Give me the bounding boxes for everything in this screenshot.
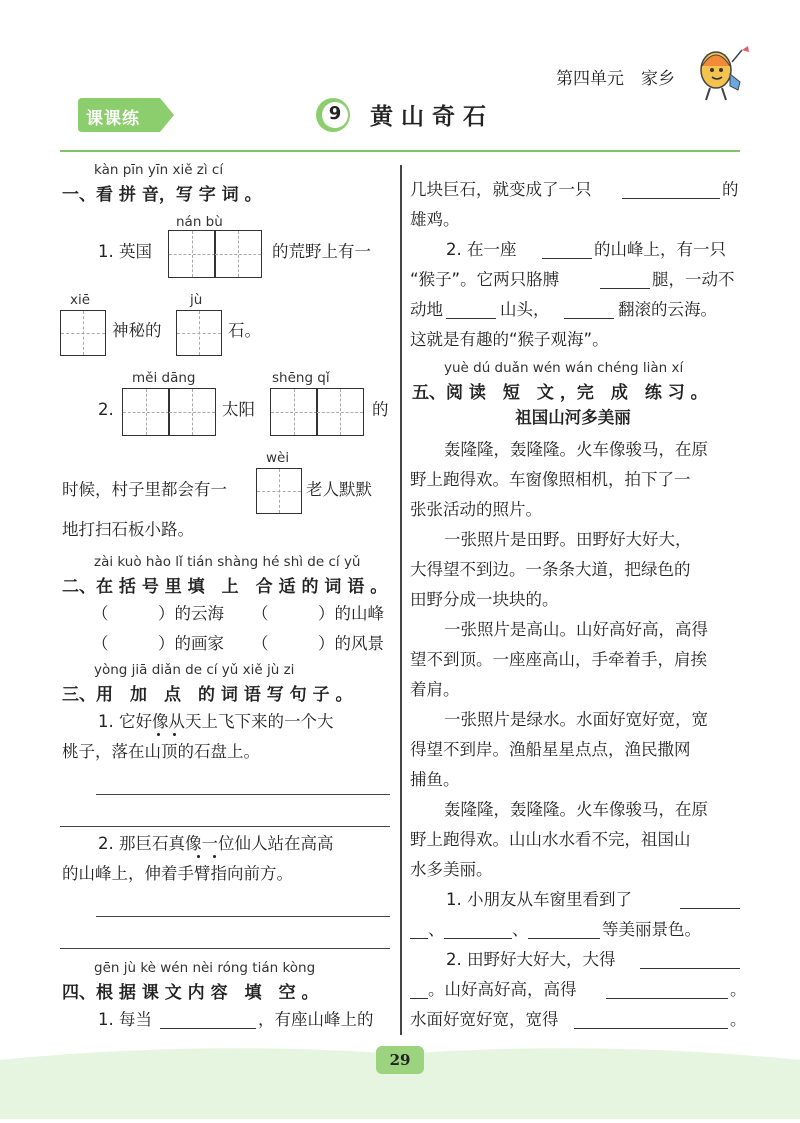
blank-row2a[interactable]: （ ）的画家	[92, 634, 224, 653]
passage-line: 得望不到岸。渔船星星点点，渔民撒网	[410, 740, 691, 759]
emphasis-dot	[157, 733, 160, 736]
s5-q2-a: 2. 田野好大好大，大得	[446, 950, 616, 969]
lesson-number-badge	[314, 96, 352, 134]
q1-pinyin-a: nán bù	[176, 214, 223, 230]
passage-line: 一张照片是高山。山好高好高，高得	[444, 620, 708, 639]
q2-pinyin-a: měi dāng	[132, 370, 196, 386]
answer-line[interactable]	[60, 948, 390, 949]
mascot-icon	[692, 44, 756, 104]
q1-prefix: 1. 英国	[98, 242, 152, 261]
answer-line[interactable]	[96, 916, 390, 917]
emphasis-dot	[173, 733, 176, 736]
q2-write-box-3[interactable]	[270, 388, 318, 436]
q1-write-box-2[interactable]	[214, 230, 262, 278]
q1-write-box-4[interactable]	[176, 310, 222, 356]
section3-heading: 三、用 加 点 的 词 语 写 句 子 。	[62, 685, 353, 705]
passage-line: 大得望不到边。一条条大道，把绿色的	[410, 560, 691, 579]
fill-blank[interactable]	[564, 318, 614, 319]
exercise-tag-label: 课课练	[86, 109, 140, 129]
answer-line[interactable]	[60, 826, 390, 827]
q1-pinyin-c: jù	[190, 292, 203, 308]
q2-number: 2.	[98, 400, 114, 419]
section2-pinyin: zài kuò hào lǐ tián shàng hé shì de cí yǔ	[94, 554, 361, 570]
fill-blank[interactable]	[680, 908, 740, 909]
q2-write-box-2[interactable]	[168, 388, 216, 436]
q2-write-box-1[interactable]	[122, 388, 170, 436]
q2-pinyin-b: shēng qǐ	[272, 370, 330, 386]
s5-q1-a: 1. 小朋友从车窗里看到了	[446, 890, 632, 909]
fill-blank[interactable]	[410, 938, 428, 939]
s4-q1-b: ，有座山峰上的	[258, 1010, 374, 1029]
s3-q1-line1: 1. 它好像从天上飞下来的一个大	[98, 712, 334, 731]
s5-q1-sep1: 、	[428, 920, 445, 939]
passage-line: 着肩。	[410, 680, 460, 699]
q1-write-box-3[interactable]	[60, 310, 106, 356]
answer-line[interactable]	[96, 794, 390, 795]
fill-blank[interactable]	[446, 318, 496, 319]
s4-q1-a: 1. 每当	[98, 1010, 152, 1029]
s3-q2-line1: 2. 那巨石真像一位仙人站在高高	[98, 834, 334, 853]
s5-q1-d: 等美丽景色。	[602, 920, 701, 939]
blank-row2b[interactable]: （ ）的风景	[252, 634, 384, 653]
passage-line: 田野分成一块块的。	[410, 590, 559, 609]
passage-line: 一张照片是田野。田野好大好大，	[444, 530, 692, 549]
unit-label: 第四单元 家乡	[556, 69, 675, 89]
s4-q2-e: 动地	[410, 300, 443, 319]
q2-write-box-5[interactable]	[256, 468, 302, 514]
s3-q1-line2: 桃子，落在山顶的石盘上。	[62, 742, 260, 761]
header-divider	[60, 150, 740, 152]
s4-q2-f: 山头，	[500, 300, 550, 319]
q2-middle: 太阳	[222, 400, 255, 419]
fill-blank[interactable]	[640, 968, 740, 969]
fill-blank[interactable]	[606, 998, 728, 999]
s3-q2-line2: 的山峰上，伸着手臂指向前方。	[62, 864, 293, 883]
fill-blank[interactable]	[542, 258, 592, 259]
q2-line2-end: 老人默默	[306, 480, 372, 499]
passage-line: 水多美丽。	[410, 860, 493, 879]
q1-middle2: 神秘的	[112, 321, 162, 340]
s4-q1-d: 的	[722, 180, 739, 199]
passage-line: 张张活动的照片。	[410, 500, 542, 519]
q1-middle: 的荒野上有一	[272, 242, 371, 261]
q1-pinyin-b: xiē	[70, 292, 91, 308]
passage-line: 野上跑得欢。车窗像照相机，拍下了一	[410, 470, 691, 489]
s4-q2-h: 这就是有趣的“猴子观海”。	[410, 330, 609, 349]
s4-q2-g: 翻滚的云海。	[618, 300, 717, 319]
passage-line: 轰隆隆，轰隆隆。火车像骏马，在原	[444, 800, 708, 819]
section1-pinyin: kàn pīn yīn xiě zì cí	[94, 162, 224, 178]
passage-line: 一张照片是绿水。水面好宽好宽，宽	[444, 710, 708, 729]
s4-q2-a: 2. 在一座	[446, 240, 517, 259]
lesson-title: 黄山奇石	[370, 103, 494, 130]
fill-blank[interactable]	[410, 998, 428, 999]
passage-line: 捕鱼。	[410, 770, 460, 789]
passage-title: 祖国山河多美丽	[515, 408, 631, 427]
blank-row1a[interactable]: （ ）的云海	[92, 604, 224, 623]
passage-line: 轰隆隆，轰隆隆。火车像骏马，在原	[444, 440, 708, 459]
section4-heading: 四、根 据 课 文 内 容 填 空 。	[62, 983, 319, 1003]
fill-blank[interactable]	[528, 938, 600, 939]
passage-line: 望不到顶。一座座高山，手牵着手，肩挨	[410, 650, 707, 669]
s5-q1-sep2: 、	[512, 920, 529, 939]
fill-blank[interactable]	[160, 1028, 256, 1029]
q1-write-box-1[interactable]	[168, 230, 216, 278]
fill-blank[interactable]	[444, 938, 512, 939]
q2-pinyin-c: wèi	[266, 450, 290, 466]
s4-q2-c: “猴子”。它两只胳膊	[410, 270, 560, 289]
fill-blank[interactable]	[622, 198, 720, 199]
section2-heading: 二、在 括 号 里 填 上 合 适 的 词 语 。	[62, 577, 388, 597]
blank-row1b[interactable]: （ ）的山峰	[252, 604, 384, 623]
column-divider	[400, 165, 402, 1035]
s5-q2-e: 。	[730, 1010, 747, 1029]
q2-end: 的	[372, 400, 389, 419]
emphasis-dot	[197, 855, 200, 858]
section5-pinyin: yuè dú duǎn wén wán chéng liàn xí	[444, 360, 684, 376]
q1-end: 石。	[228, 321, 261, 340]
lesson-number: 9	[328, 103, 342, 124]
s5-q2-d: 水面好宽好宽，宽得	[410, 1010, 559, 1029]
section4-pinyin: gēn jù kè wén nèi róng tián kòng	[94, 960, 316, 976]
s4-q1-e: 雄鸡。	[410, 210, 460, 229]
q2-line3: 地打扫石板小路。	[62, 520, 194, 539]
s4-q2-d: 腿，一动不	[652, 270, 735, 289]
fill-blank[interactable]	[600, 288, 650, 289]
section3-pinyin: yòng jiā diǎn de cí yǔ xiě jù zi	[94, 662, 295, 678]
section5-heading: 五、阅 读 短 文 ，完 成 练 习 。	[412, 383, 708, 403]
emphasis-dot	[213, 855, 216, 858]
passage-line: 野上跑得欢。山山水水看不完，祖国山	[410, 830, 691, 849]
s5-q2-b: 。山好高好高，高得	[428, 980, 577, 999]
s4-q1-c: 几块巨石，就变成了一只	[410, 180, 592, 199]
section1-heading: 一、看 拼 音，写 字 词 。	[62, 185, 262, 205]
exercise-tag	[78, 98, 174, 132]
page-number: 29	[376, 1046, 424, 1074]
q2-write-box-4[interactable]	[316, 388, 364, 436]
s4-q2-b: 的山峰上，有一只	[594, 240, 726, 259]
q2-line2-prefix: 时候，村子里都会有一	[62, 480, 227, 499]
s5-q2-c: 。	[730, 980, 747, 999]
fill-blank[interactable]	[574, 1028, 728, 1029]
